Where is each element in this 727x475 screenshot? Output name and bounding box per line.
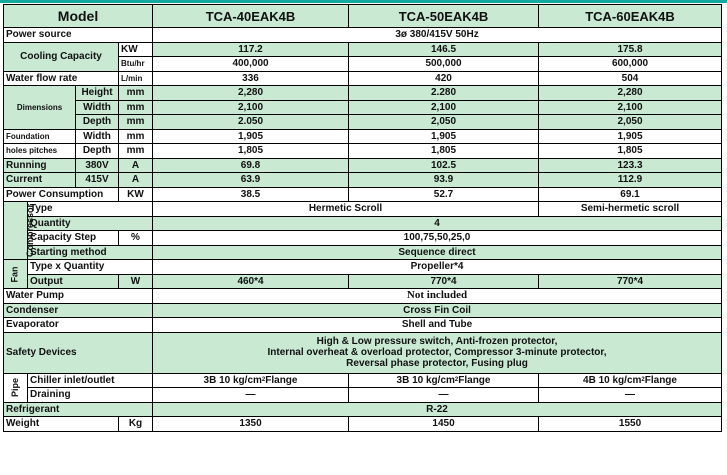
compressor-type-row	[4, 202, 722, 217]
value-cell: 500,000	[349, 57, 539, 72]
row-label: holes pitches	[4, 144, 76, 159]
row-label: Running	[4, 158, 76, 173]
value-cell: 112.9	[539, 173, 722, 188]
spec-table	[3, 4, 722, 432]
compressor-step-row	[4, 231, 722, 246]
spec-table-wrapper	[3, 4, 721, 432]
value-cell: R-22	[153, 402, 722, 417]
unit-cell: KW	[119, 42, 153, 57]
row-label: Capacity Step	[28, 231, 119, 246]
evaporator-row	[4, 318, 722, 333]
row-label: Power source	[4, 28, 153, 43]
value-cell: 460*4	[153, 274, 349, 289]
safety-devices-list	[153, 332, 722, 373]
value-cell: 1550	[539, 417, 722, 432]
water-pump-row	[4, 289, 722, 304]
row-label: Quantity	[28, 216, 153, 231]
unit-cell: mm	[119, 144, 153, 159]
row-label: Water Pump	[4, 289, 153, 304]
value-cell: 420	[349, 71, 539, 86]
value-cell: 117.2	[153, 42, 349, 57]
unit-cell: W	[119, 274, 153, 289]
row-label: Water flow rate	[4, 71, 119, 86]
value-cell: 2,280	[539, 86, 722, 101]
value-cell: 102.5	[349, 158, 539, 173]
refrigerant-row	[4, 402, 722, 417]
compressor-group-label: Compressor	[4, 202, 28, 260]
value-cell: 1,905	[153, 129, 349, 144]
value-cell: 52.7	[349, 187, 539, 202]
model-label: Model	[4, 5, 153, 28]
unit-cell: Kg	[119, 417, 153, 432]
header-row	[4, 5, 722, 28]
model-name: TCA-50EAK4B	[349, 5, 539, 28]
pipe-chiller-row	[4, 373, 722, 388]
row-label: Dimensions	[4, 86, 76, 130]
foundation-depth-row	[4, 144, 722, 159]
value-cell: 2,280	[153, 86, 349, 101]
value-cell: 400,000	[153, 57, 349, 72]
value-cell: Cross Fin Coil	[153, 303, 722, 318]
value-cell: Not included	[153, 289, 722, 304]
value-cell: 1,905	[539, 129, 722, 144]
row-label: Chiller inlet/outlet	[28, 373, 153, 388]
sub-label: Depth	[76, 144, 119, 159]
value-cell: 1,805	[349, 144, 539, 159]
sub-label: Depth	[76, 115, 119, 130]
model-name: TCA-40EAK4B	[153, 5, 349, 28]
row-label: Safety Devices	[4, 332, 153, 373]
power-consumption-row	[4, 187, 722, 202]
value-cell: 3B 10 $kg/cm^2Flange$	[153, 373, 349, 388]
value-cell: 2,050	[539, 115, 722, 130]
power-source-row	[4, 28, 722, 43]
value-cell: 100,75,50,25,0	[153, 231, 722, 246]
value-cell: 770*4	[539, 274, 722, 289]
cooling-kw-row	[4, 42, 722, 57]
row-label: Foundation	[4, 129, 76, 144]
value-cell: 2,100	[539, 100, 722, 115]
dimension-width-row	[4, 100, 722, 115]
weight-row	[4, 417, 722, 432]
safety-line: High & Low pressure switch, Anti-frozen protector,	[316, 336, 558, 347]
value-cell: 175.8	[539, 42, 722, 57]
value-cell: 93.9	[349, 173, 539, 188]
compressor-starting-row	[4, 245, 722, 260]
value-cell: 336	[153, 71, 349, 86]
safety-row	[4, 332, 722, 373]
fan-output-row	[4, 274, 722, 289]
pipe-draining-row	[4, 388, 722, 403]
model-name: TCA-60EAK4B	[539, 5, 722, 28]
dimension-depth-row	[4, 115, 722, 130]
row-label: Output	[28, 274, 119, 289]
row-label: Starting method	[28, 245, 153, 260]
value-cell: 4	[153, 216, 722, 231]
value-cell: 1,805	[153, 144, 349, 159]
unit-cell: %	[119, 231, 153, 246]
foundation-width-row	[4, 129, 722, 144]
value-cell: 1350	[153, 417, 349, 432]
row-value: 3ø 380/415V 50Hz	[153, 28, 722, 43]
safety-line: Internal overheat & overload protector, Compressor 3-minute protector,	[267, 347, 607, 358]
value-cell: 770*4	[349, 274, 539, 289]
top-accent-bar	[0, 0, 727, 3]
row-label: Refrigerant	[4, 402, 153, 417]
water-flow-row	[4, 71, 722, 86]
unit-cell: Btu/hr	[119, 57, 153, 72]
value-cell: 1,805	[539, 144, 722, 159]
current-380-row	[4, 158, 722, 173]
sub-label: Height	[76, 86, 119, 101]
value-cell: Hermetic Scroll	[153, 202, 539, 217]
fan-type-row	[4, 260, 722, 275]
row-label: Type	[28, 202, 153, 217]
row-label: Current	[4, 173, 76, 188]
sub-label: 380V	[76, 158, 119, 173]
value-cell: 2.280	[349, 86, 539, 101]
value-cell: 3B 10 $kg/cm^2Flange$	[349, 373, 539, 388]
value-cell: 4B 10 $kg/cm^2Flange$	[539, 373, 722, 388]
unit-cell: mm	[119, 86, 153, 101]
value-cell: Shell and Tube	[153, 318, 722, 333]
value-cell: 1450	[349, 417, 539, 432]
row-label: Type x Quantity	[28, 260, 153, 275]
safety-line: Reversal phase protector, Fusing plug	[346, 358, 528, 369]
value-cell: 2.050	[153, 115, 349, 130]
value-cell: 123.3	[539, 158, 722, 173]
condenser-row	[4, 303, 722, 318]
row-label: Condenser	[4, 303, 153, 318]
unit-cell: KW	[119, 187, 153, 202]
pipe-group-label: Pipe	[4, 373, 28, 402]
sub-label: 415V	[76, 173, 119, 188]
sub-label: Width	[76, 100, 119, 115]
value-cell: —	[153, 388, 349, 403]
unit-cell: mm	[119, 129, 153, 144]
fan-group-label: Fan	[4, 260, 28, 289]
value-cell: 146.5	[349, 42, 539, 57]
sub-label: Width	[76, 129, 119, 144]
value-cell: 600,000	[539, 57, 722, 72]
compressor-quantity-row	[4, 216, 722, 231]
row-label: Weight	[4, 417, 119, 432]
current-415-row	[4, 173, 722, 188]
value-cell: —	[539, 388, 722, 403]
unit-cell: mm	[119, 115, 153, 130]
value-cell: —	[349, 388, 539, 403]
unit-cell: mm	[119, 100, 153, 115]
row-label: Cooling Capacity	[4, 42, 119, 71]
value-cell: 69.1	[539, 187, 722, 202]
row-label: Draining	[28, 388, 153, 403]
value-cell: 63.9	[153, 173, 349, 188]
unit-cell: A	[119, 158, 153, 173]
unit-cell: A	[119, 173, 153, 188]
row-label: Power Consumption	[4, 187, 119, 202]
value-cell: Propeller*4	[153, 260, 722, 275]
unit-cell: L/min	[119, 71, 153, 86]
value-cell: 1,905	[349, 129, 539, 144]
value-cell: 2,100	[349, 100, 539, 115]
value-cell: 2,100	[153, 100, 349, 115]
value-cell: Sequence direct	[153, 245, 722, 260]
value-cell: 504	[539, 71, 722, 86]
value-cell: 38.5	[153, 187, 349, 202]
row-label: Evaporator	[4, 318, 153, 333]
value-cell: Semi-hermetic scroll	[539, 202, 722, 217]
dimension-height-row	[4, 86, 722, 101]
value-cell: 69.8	[153, 158, 349, 173]
value-cell: 2,050	[349, 115, 539, 130]
